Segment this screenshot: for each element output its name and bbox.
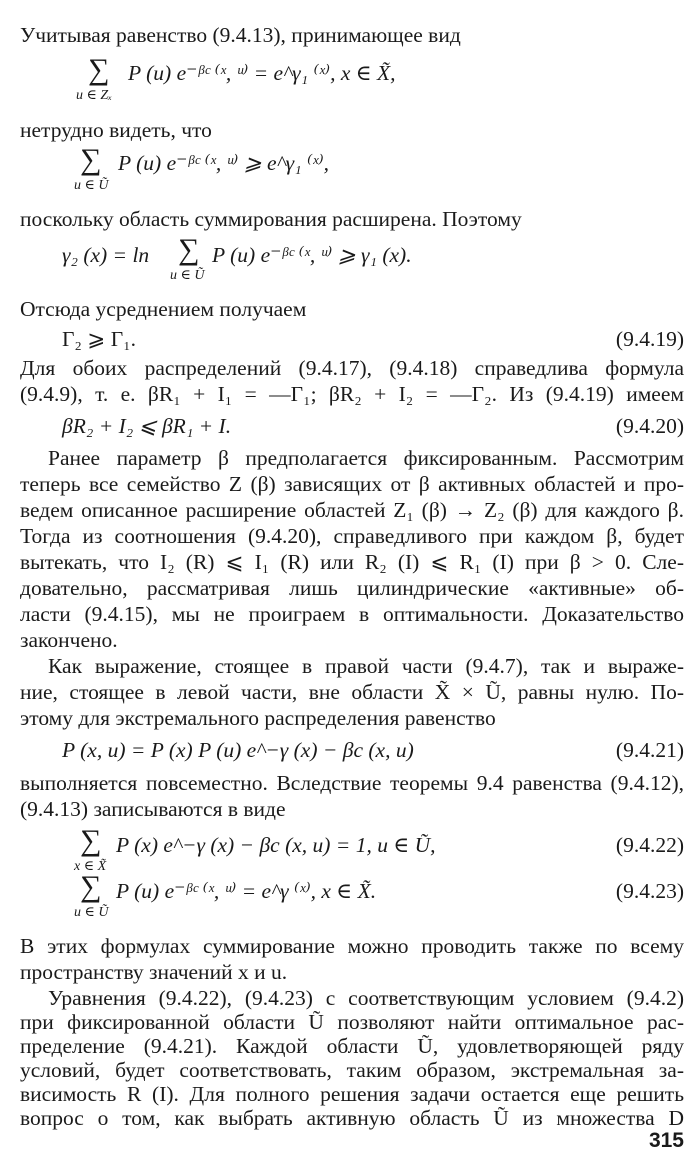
text-line: при фиксированной области Ũ позволяют найти оптимальное рас- [20,1010,684,1034]
formula-subscript: x ∈ X̃ [74,859,107,874]
text-line: выполняется повсеместно. Вследствие теоремы 9.4 равенства (9.4.12), [20,771,684,795]
text-line: ние, стоящее в левой части, вне области X̃ × Ũ, равны нулю. По- [20,680,684,704]
text-line: вопрос о том, как выбрать активную область Ũ из множества D [20,1106,684,1130]
text-line: довательно, рассматривая лишь цилиндрические «активные» об- [20,576,684,600]
formula: βR₂ + I₂ ⩽ βR₁ + I. [62,414,232,438]
formula: P (x, u) = P (x) P (u) e^−γ (x) − βc (x, u) [62,738,414,762]
text-line: пространству значений x и u. [20,960,288,984]
text-line: Ранее параметр β предполагается фиксированным. Рассмотрим [48,446,684,470]
formula: P (x) e^−γ (x) − βc (x, u) = 1, u ∈ Ũ, [116,833,436,857]
equation-number: (9.4.21) [615,738,684,762]
text-line: закончено. [20,628,118,652]
text-line: (9.4.9), т. е. βR₁ + I₁ = —Γ₁; βR₂ + I₂ = —Γ₂. Из (9.4.19) имеем [20,382,684,406]
text-line: Для обоих распределений (9.4.17), (9.4.18) справедлива формула [20,356,684,380]
equation-number: (9.4.23) [615,879,684,903]
page-number: 315 [648,1129,684,1152]
sum-symbol: ∑ [80,143,102,176]
formula: P (u) e⁻ᵝᶜ ⁽ˣ, ᵘ⁾ = e^γ₁ ⁽ˣ⁾, x ∈ X̃, [128,61,396,85]
text-line: вытекать, что I₂ (R) ⩽ I₁ (R) или R₂ (I) ⩽ R₁ (I) при β > 0. Сле- [20,550,684,574]
sum-symbol: ∑ [88,53,110,86]
formula: P (u) e⁻ᵝᶜ ⁽ˣ, ᵘ⁾ = e^γ ⁽ˣ⁾, x ∈ X̃. [116,879,377,903]
sum-symbol: ∑ [80,824,102,857]
sum-symbol: ∑ [178,233,200,266]
text-line: висимость R (I). Для полного решения задачи остается еще решить [20,1082,684,1106]
text-line: поскольку область суммирования расширена. Поэтому [20,207,522,231]
formula-subscript: u ∈ Ũ [170,268,205,283]
formula: γ₂ (x) = ln [62,243,150,267]
text-line: теперь все семейство Z (β) зависящих от β активных областей и про- [20,472,684,496]
text-line: ласти (9.4.15), мы не проиграем в оптимальности. Доказательство [20,602,684,626]
text-line: В этих формулах суммирование можно проводить также по всему [20,934,684,958]
formula-subscript: u ∈ Ũ [74,178,109,193]
text-line: условий, будет соответствовать, таким образом, экстремальная за- [20,1058,684,1082]
formula: P (u) e⁻ᵝᶜ ⁽ˣ, ᵘ⁾ ⩾ γ₁ (x). [212,243,412,267]
text-line: нетрудно видеть, что [20,118,212,142]
equation-number: (9.4.20) [615,414,684,438]
text-line: Уравнения (9.4.22), (9.4.23) с соответствующим условием (9.4.2) [48,986,684,1010]
equation-number: (9.4.22) [615,833,684,857]
text-line: Тогда из соотношения (9.4.20), справедливого при каждом β, будет [20,524,684,548]
text-line: ведем описанное расширение областей Z₁ (β) → Z₂ (β) для каждого β. [20,498,684,522]
text-line: пределение (9.4.21). Каждой области Ũ, удовлетворяющей ряду [20,1034,684,1058]
text-line: Как выражение, стоящее в правой части (9.4.7), так и выраже- [48,654,684,678]
formula-subscript: u ∈ Zₓ [76,88,113,103]
sum-symbol: ∑ [80,870,102,903]
equation-number: (9.4.19) [615,327,684,351]
text-line: (9.4.13) записываются в виде [20,797,286,821]
formula: Γ₂ ⩾ Γ₁. [62,327,136,351]
formula: P (u) e⁻ᵝᶜ ⁽ˣ, ᵘ⁾ ⩾ e^γ₁ ⁽ˣ⁾, [118,151,329,175]
formula-subscript: u ∈ Ũ [74,905,109,920]
text-line: Отсюда усреднением получаем [20,297,307,321]
text-line: этому для экстремального распределения равенство [20,706,496,730]
text-line: Учитывая равенство (9.4.13), принимающее вид [20,23,461,47]
